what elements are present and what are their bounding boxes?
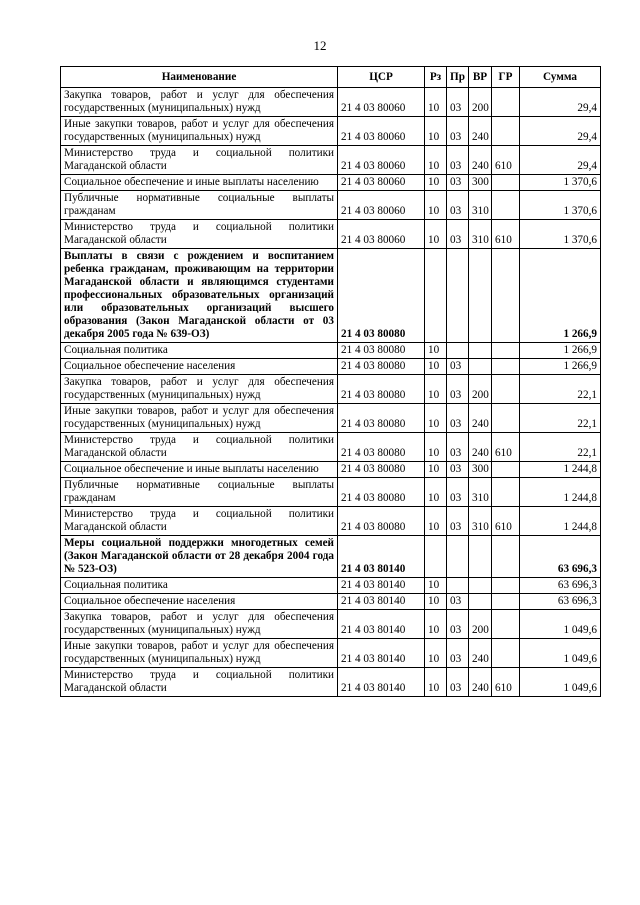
- row-name: Иные закупки товаров, работ и услуг для обеспечения государственных (муниципальных) нужд: [61, 639, 338, 668]
- row-sum: 63 696,3: [520, 594, 601, 610]
- row-pr: 03: [447, 88, 469, 117]
- row-vr: 310: [469, 220, 492, 249]
- row-csr: 21 4 03 80060: [338, 191, 425, 220]
- row-vr: 240: [469, 146, 492, 175]
- row-name: Министерство труда и социальной политики Магаданской области: [61, 220, 338, 249]
- row-sum: 1 244,8: [520, 462, 601, 478]
- row-vr: 200: [469, 375, 492, 404]
- row-sum: 22,1: [520, 404, 601, 433]
- row-name: Меры социальной поддержки многодетных семей (Закон Магаданской области от 28 декабря 2004 года № 523-ОЗ): [61, 536, 338, 578]
- row-csr: 21 4 03 80080: [338, 343, 425, 359]
- table-row: [61, 594, 601, 610]
- row-gr: [492, 88, 520, 117]
- row-pr: 03: [447, 175, 469, 191]
- row-rz: 10: [425, 594, 447, 610]
- row-name: Закупка товаров, работ и услуг для обеспечения государственных (муниципальных) нужд: [61, 375, 338, 404]
- row-pr: [447, 249, 469, 343]
- row-name: Социальное обеспечение населения: [61, 359, 338, 375]
- row-csr: 21 4 03 80060: [338, 117, 425, 146]
- row-csr: 21 4 03 80080: [338, 249, 425, 343]
- row-name: Министерство труда и социальной политики Магаданской области: [61, 507, 338, 536]
- row-pr: 03: [447, 146, 469, 175]
- row-pr: 03: [447, 375, 469, 404]
- row-name: Министерство труда и социальной политики Магаданской области: [61, 668, 338, 697]
- row-sum: 1 370,6: [520, 175, 601, 191]
- row-csr: 21 4 03 80140: [338, 578, 425, 594]
- header-gr: ГР: [492, 67, 520, 88]
- row-csr: 21 4 03 80080: [338, 478, 425, 507]
- row-csr: 21 4 03 80140: [338, 668, 425, 697]
- row-sum: 29,4: [520, 88, 601, 117]
- row-rz: [425, 536, 447, 578]
- row-vr: 240: [469, 433, 492, 462]
- row-rz: 10: [425, 220, 447, 249]
- row-vr: 200: [469, 610, 492, 639]
- row-pr: 03: [447, 668, 469, 697]
- row-gr: [492, 478, 520, 507]
- table-row: [61, 175, 601, 191]
- table-header-row: [61, 67, 601, 88]
- row-rz: 10: [425, 507, 447, 536]
- row-name: Министерство труда и социальной политики Магаданской области: [61, 146, 338, 175]
- row-sum: 63 696,3: [520, 578, 601, 594]
- row-vr: [469, 343, 492, 359]
- row-rz: 10: [425, 433, 447, 462]
- row-csr: 21 4 03 80080: [338, 507, 425, 536]
- row-sum: 1 244,8: [520, 478, 601, 507]
- row-rz: 10: [425, 610, 447, 639]
- row-csr: 21 4 03 80080: [338, 359, 425, 375]
- row-sum: 29,4: [520, 146, 601, 175]
- row-name: Публичные нормативные социальные выплаты гражданам: [61, 478, 338, 507]
- row-gr: [492, 610, 520, 639]
- table-row: [61, 578, 601, 594]
- row-gr: 610: [492, 146, 520, 175]
- header-name: Наименование: [61, 67, 338, 88]
- page-number: 12: [313, 38, 327, 53]
- row-pr: 03: [447, 594, 469, 610]
- row-vr: [469, 594, 492, 610]
- row-rz: 10: [425, 375, 447, 404]
- row-sum: 1 244,8: [520, 507, 601, 536]
- row-rz: 10: [425, 117, 447, 146]
- row-vr: [469, 359, 492, 375]
- row-rz: 10: [425, 404, 447, 433]
- table-row: [61, 191, 601, 220]
- row-rz: 10: [425, 146, 447, 175]
- header-csr: ЦСР: [338, 67, 425, 88]
- row-pr: 03: [447, 639, 469, 668]
- row-csr: 21 4 03 80080: [338, 404, 425, 433]
- row-rz: [425, 249, 447, 343]
- row-vr: 300: [469, 175, 492, 191]
- table-row: [61, 220, 601, 249]
- row-gr: [492, 359, 520, 375]
- row-gr: 610: [492, 668, 520, 697]
- row-vr: 200: [469, 88, 492, 117]
- row-name: Социальное обеспечение и иные выплаты населению: [61, 462, 338, 478]
- table-row: [61, 536, 601, 578]
- row-gr: [492, 249, 520, 343]
- row-rz: 10: [425, 668, 447, 697]
- header-vr: ВР: [469, 67, 492, 88]
- table-row: [61, 478, 601, 507]
- row-name: Социальное обеспечение и иные выплаты населению: [61, 175, 338, 191]
- row-gr: [492, 462, 520, 478]
- table-row: [61, 375, 601, 404]
- table-body: [61, 88, 601, 697]
- row-csr: 21 4 03 80140: [338, 610, 425, 639]
- row-name: Социальная политика: [61, 578, 338, 594]
- row-vr: 310: [469, 191, 492, 220]
- row-name: Закупка товаров, работ и услуг для обеспечения государственных (муниципальных) нужд: [61, 610, 338, 639]
- row-rz: 10: [425, 639, 447, 668]
- row-sum: 1 266,9: [520, 343, 601, 359]
- row-vr: [469, 536, 492, 578]
- row-rz: 10: [425, 359, 447, 375]
- row-sum: 1 266,9: [520, 249, 601, 343]
- row-csr: 21 4 03 80080: [338, 433, 425, 462]
- row-rz: 10: [425, 462, 447, 478]
- row-rz: 10: [425, 191, 447, 220]
- row-vr: 310: [469, 507, 492, 536]
- row-csr: 21 4 03 80080: [338, 375, 425, 404]
- row-gr: 610: [492, 220, 520, 249]
- row-pr: [447, 343, 469, 359]
- table-row: [61, 668, 601, 697]
- row-vr: 300: [469, 462, 492, 478]
- row-vr: 310: [469, 478, 492, 507]
- header-sum: Сумма: [520, 67, 601, 88]
- row-name: Иные закупки товаров, работ и услуг для обеспечения государственных (муниципальных) нужд: [61, 404, 338, 433]
- row-pr: 03: [447, 478, 469, 507]
- row-vr: 240: [469, 404, 492, 433]
- row-gr: [492, 594, 520, 610]
- header-pr: Пр: [447, 67, 469, 88]
- row-csr: 21 4 03 80060: [338, 88, 425, 117]
- row-sum: 1 370,6: [520, 191, 601, 220]
- table-row: [61, 610, 601, 639]
- row-gr: [492, 175, 520, 191]
- row-gr: [492, 343, 520, 359]
- row-vr: 240: [469, 117, 492, 146]
- row-pr: 03: [447, 404, 469, 433]
- row-gr: 610: [492, 433, 520, 462]
- row-gr: [492, 117, 520, 146]
- row-csr: 21 4 03 80080: [338, 462, 425, 478]
- table-row: [61, 88, 601, 117]
- budget-table: [60, 66, 601, 697]
- row-csr: 21 4 03 80060: [338, 175, 425, 191]
- row-rz: 10: [425, 578, 447, 594]
- row-pr: 03: [447, 433, 469, 462]
- row-csr: 21 4 03 80140: [338, 639, 425, 668]
- row-gr: [492, 191, 520, 220]
- row-pr: [447, 578, 469, 594]
- row-pr: 03: [447, 191, 469, 220]
- row-name: Выплаты в связи с рождением и воспитанием ребенка гражданам, проживающим на территории Магаданской области и являющимся студентами профессиональных образовательных организаций или образовательных организаций высшего образования (Закон Магаданской области от 03 декабря 2005 года № 639-ОЗ): [61, 249, 338, 343]
- row-sum: 22,1: [520, 375, 601, 404]
- table-row: [61, 507, 601, 536]
- row-rz: 10: [425, 175, 447, 191]
- table-row: [61, 433, 601, 462]
- row-gr: [492, 404, 520, 433]
- row-name: Министерство труда и социальной политики Магаданской области: [61, 433, 338, 462]
- row-vr: [469, 578, 492, 594]
- row-pr: 03: [447, 507, 469, 536]
- row-rz: 10: [425, 88, 447, 117]
- row-name: Социальное обеспечение населения: [61, 594, 338, 610]
- row-csr: 21 4 03 80140: [338, 594, 425, 610]
- row-vr: 240: [469, 639, 492, 668]
- row-sum: 1 049,6: [520, 639, 601, 668]
- row-name: Закупка товаров, работ и услуг для обеспечения государственных (муниципальных) нужд: [61, 88, 338, 117]
- table-row: [61, 462, 601, 478]
- row-gr: [492, 536, 520, 578]
- row-gr: 610: [492, 507, 520, 536]
- row-sum: 29,4: [520, 117, 601, 146]
- row-sum: 1 049,6: [520, 610, 601, 639]
- table-row: [61, 249, 601, 343]
- row-sum: 1 370,6: [520, 220, 601, 249]
- row-rz: 10: [425, 343, 447, 359]
- row-pr: 03: [447, 220, 469, 249]
- table-row: [61, 404, 601, 433]
- row-rz: 10: [425, 478, 447, 507]
- row-pr: 03: [447, 462, 469, 478]
- row-vr: [469, 249, 492, 343]
- row-name: Иные закупки товаров, работ и услуг для обеспечения государственных (муниципальных) нужд: [61, 117, 338, 146]
- table-row: [61, 117, 601, 146]
- row-sum: 1 049,6: [520, 668, 601, 697]
- row-sum: 22,1: [520, 433, 601, 462]
- header-rz: Рз: [425, 67, 447, 88]
- row-pr: 03: [447, 117, 469, 146]
- table-row: [61, 359, 601, 375]
- row-sum: 1 266,9: [520, 359, 601, 375]
- row-csr: 21 4 03 80140: [338, 536, 425, 578]
- row-csr: 21 4 03 80060: [338, 146, 425, 175]
- table-row: [61, 146, 601, 175]
- table-row: [61, 639, 601, 668]
- row-sum: 63 696,3: [520, 536, 601, 578]
- row-pr: 03: [447, 610, 469, 639]
- row-pr: [447, 536, 469, 578]
- row-vr: 240: [469, 668, 492, 697]
- row-csr: 21 4 03 80060: [338, 220, 425, 249]
- row-gr: [492, 639, 520, 668]
- table-row: [61, 343, 601, 359]
- row-gr: [492, 578, 520, 594]
- row-gr: [492, 375, 520, 404]
- row-name: Социальная политика: [61, 343, 338, 359]
- row-pr: 03: [447, 359, 469, 375]
- row-name: Публичные нормативные социальные выплаты гражданам: [61, 191, 338, 220]
